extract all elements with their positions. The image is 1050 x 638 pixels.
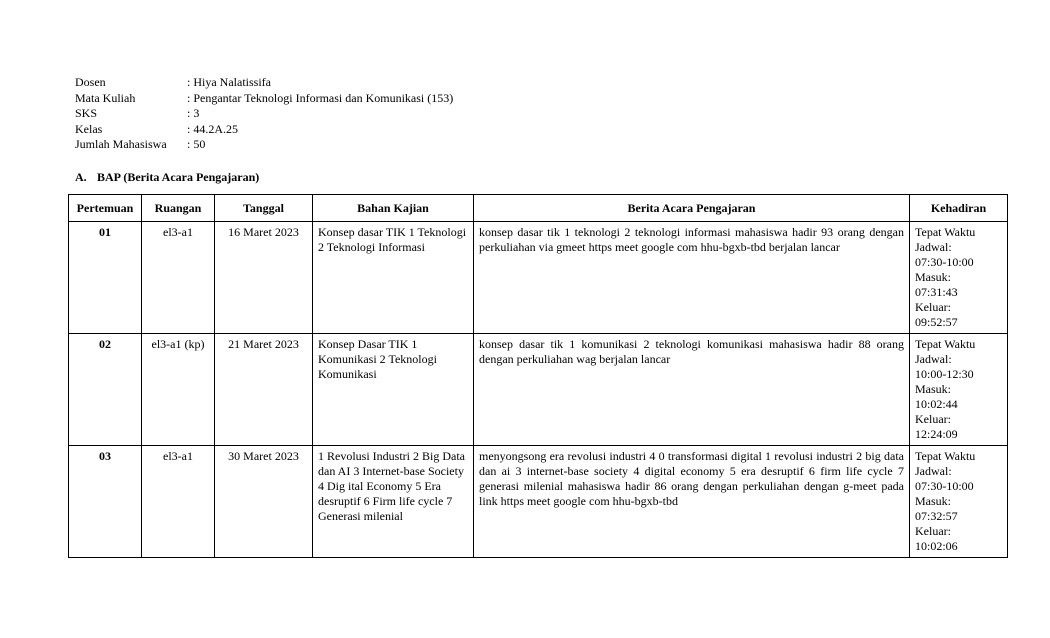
cell-pertemuan: 01	[69, 222, 142, 334]
jumlah-row	[75, 137, 453, 153]
dosen-value: : Hiya Nalatissifa	[187, 75, 271, 89]
header-ruangan: Ruangan	[142, 195, 215, 222]
kehadiran-masuk: 07:32:57	[915, 509, 958, 523]
kehadiran-keluar-label: Keluar:	[915, 524, 951, 538]
cell-ruangan: el3-a1 (kp)	[142, 334, 215, 446]
table-row	[69, 446, 1008, 558]
matkul-row	[75, 91, 453, 107]
kehadiran-masuk-label: Masuk:	[915, 494, 951, 508]
cell-ruangan: el3-a1	[142, 446, 215, 558]
header-berita-acara: Berita Acara Pengajaran	[474, 195, 910, 222]
kehadiran-status: Tepat Waktu	[915, 225, 976, 239]
matkul-label: Mata Kuliah	[75, 90, 136, 105]
cell-bahan-kajian: Konsep Dasar TIK 1 Komunikasi 2 Teknologi Komunikasi	[313, 334, 474, 446]
cell-kehadiran	[910, 446, 1008, 558]
cell-pertemuan: 03	[69, 446, 142, 558]
jumlah-value: : 50	[187, 137, 206, 151]
kelas-value: : 44.2A.25	[187, 121, 238, 136]
matkul-value: : Pengantar Teknologi Informasi dan Komunikasi (153)	[187, 90, 454, 105]
kehadiran-keluar: 10:02:06	[915, 539, 958, 553]
kehadiran-jadwal-label: Jadwal:	[915, 352, 952, 366]
header-bahan-kajian: Bahan Kajian	[313, 195, 474, 222]
kelas-label: Kelas	[75, 121, 103, 136]
cell-tanggal: 16 Maret 2023	[215, 222, 313, 334]
kehadiran-masuk: 07:31:43	[915, 285, 958, 299]
kehadiran-jadwal: 07:30-10:00	[915, 255, 974, 269]
kehadiran-jadwal: 07:30-10:00	[915, 479, 974, 493]
table-header-row	[69, 195, 1008, 222]
kehadiran-jadwal-label: Jadwal:	[915, 464, 952, 478]
sks-label: SKS	[75, 106, 98, 120]
kelas-row	[75, 122, 453, 138]
sks-value: : 3	[187, 106, 200, 120]
cell-bahan-kajian: Konsep dasar TIK 1 Teknologi 2 Teknologi Informasi	[313, 222, 474, 334]
kehadiran-keluar: 09:52:57	[915, 315, 958, 329]
cell-berita-acara: konsep dasar tik 1 teknologi 2 teknologi informasi mahasiswa hadir 93 orang dengan perkuliahan via gmeet https meet google com hhu-bgxb-tbd berjalan lancar	[474, 222, 910, 334]
header-kehadiran: Kehadiran	[910, 195, 1008, 222]
dosen-label: Dosen	[75, 75, 106, 89]
kehadiran-masuk: 10:02:44	[915, 397, 958, 411]
bap-table	[68, 194, 1008, 558]
kehadiran-jadwal-label: Jadwal:	[915, 240, 952, 254]
kehadiran-keluar-label: Keluar:	[915, 412, 951, 426]
section-title: BAP (Berita Acara Pengajaran)	[97, 170, 260, 184]
section-heading	[75, 170, 259, 185]
cell-kehadiran	[910, 334, 1008, 446]
table-row	[69, 334, 1008, 446]
cell-tanggal: 21 Maret 2023	[215, 334, 313, 446]
cell-berita-acara: konsep dasar tik 1 komunikasi 2 teknologi komunikasi mahasiswa hadir 88 orang dengan perkuliahan wag berjalan lancar	[474, 334, 910, 446]
kehadiran-masuk-label: Masuk:	[915, 270, 951, 284]
table-row	[69, 222, 1008, 334]
sks-row	[75, 106, 453, 122]
cell-bahan-kajian: 1 Revolusi Industri 2 Big Data dan AI 3 Internet-base Society 4 Dig ital Economy 5 Era desruptif 6 Firm life cycle 7 Generasi milenial	[313, 446, 474, 558]
section-letter: A.	[75, 170, 87, 184]
kehadiran-status: Tepat Waktu	[915, 449, 976, 463]
cell-tanggal: 30 Maret 2023	[215, 446, 313, 558]
dosen-row	[75, 75, 453, 91]
header-pertemuan: Pertemuan	[69, 195, 142, 222]
cell-ruangan: el3-a1	[142, 222, 215, 334]
cell-kehadiran	[910, 222, 1008, 334]
kehadiran-masuk-label: Masuk:	[915, 382, 951, 396]
kehadiran-status: Tepat Waktu	[915, 337, 976, 351]
header-tanggal: Tanggal	[215, 195, 313, 222]
kehadiran-keluar: 12:24:09	[915, 427, 958, 441]
cell-pertemuan: 02	[69, 334, 142, 446]
kehadiran-jadwal: 10:00-12:30	[915, 367, 974, 381]
cell-berita-acara: menyongsong era revolusi industri 4 0 transformasi digital 1 revolusi industri 2 big data dan ai 3 internet-base society 4 digital economy 5 era desruptif 6 firm life cycle 7 generasi milenial mahasiswa hadir 86 orang dengan perkuliahan dengan g-meet pada link https meet google com hhu-bgxb-tbd	[474, 446, 910, 558]
course-info	[75, 75, 453, 153]
kehadiran-keluar-label: Keluar:	[915, 300, 951, 314]
jumlah-label: Jumlah Mahasiswa	[75, 137, 167, 151]
